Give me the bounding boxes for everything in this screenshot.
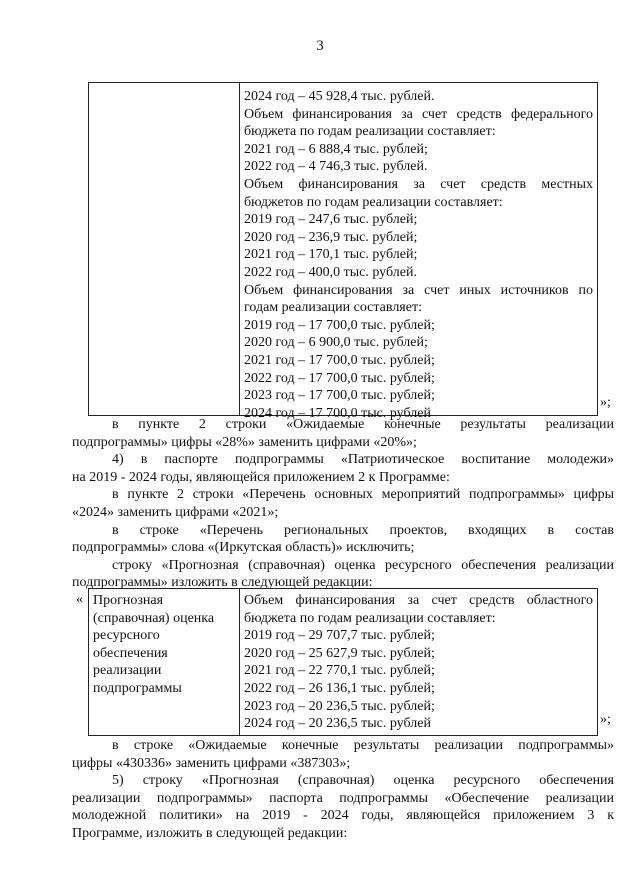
text-line: 2020 год – 236,9 тыс. рублей; [244,229,418,245]
table1-left-cell [89,83,240,415]
text-line: обеспечения [93,645,168,661]
paragraph-line: подпрограммы» слова «(Иркутская область)» исключить; [72,540,415,556]
paragraph-line: реализации подпрограммы» паспорта подпрограммы «Обеспечение реализации [72,790,614,806]
paragraph-line: строку «Прогнозная (справочная) оценка ресурсного обеспечения реализации [112,557,614,573]
text-line: 2019 год – 247,6 тыс. рублей; [244,212,418,228]
text-line: реализации [93,663,162,679]
text-line: 2022 год – 26 136,1 тыс. рублей; [244,680,435,696]
text-line: 2024 год – 17 700,0 тыс. рублей [244,405,431,421]
text-line: 2020 год – 25 627,9 тыс. рублей; [244,645,435,661]
text-line: 2021 год – 17 700,0 тыс. рублей; [244,352,435,368]
financing-table-1 [88,82,598,421]
text-line: Объем финансирования за счет средств местных [244,176,593,192]
table2-closing-quote: »; [600,712,611,727]
text-line: 2022 год – 4 746,3 тыс. рублей. [244,159,428,175]
text-line: бюджета по годам реализации составляет: [244,124,496,140]
paragraph-line: в пункте 2 строки «Перечень основных мероприятий подпрограммы» цифры [112,487,614,503]
text-line: 2021 год – 22 770,1 тыс. рублей; [244,663,435,679]
text-line: Прогнозная [93,593,164,608]
text-line: 2021 год – 170,1 тыс. рублей; [244,247,418,263]
text-line: 2024 год – 45 928,4 тыс. рублей. [244,89,435,104]
table2-row-label [93,592,237,698]
paragraph-line: в строке «Ожидаемые конечные результаты реализации подпрограммы» [112,738,614,753]
text-line: 2022 год – 17 700,0 тыс. рублей; [244,370,435,386]
amendment-paragraphs-a [72,416,614,592]
text-line: 2020 год – 6 900,0 тыс. рублей; [244,335,428,351]
text-line: Объем финансирования за счет средств областного [244,593,593,608]
text-line: бюджетов по годам реализации составляет: [244,194,503,210]
amendment-paragraphs-b [72,737,614,843]
paragraph-line: подпрограммы» цифры «28%» заменить цифрами «20%»; [72,434,417,450]
text-line: годам реализации составляет: [244,300,422,316]
text-line: (справочная) оценка [93,610,215,626]
text-line: бюджета по годам реализации составляет: [244,610,496,626]
text-line: 2019 год – 29 707,7 тыс. рублей; [244,628,435,644]
paragraph-line: на 2019 - 2024 годы, являющейся приложением 2 к Программе: [72,469,450,485]
paragraph-line: Программе, изложить в следующей редакции: [72,825,348,841]
page-number: 3 [316,38,324,54]
text-line: ресурсного [93,628,160,644]
text-line: 2024 год – 20 236,5 тыс. рублей [244,716,431,732]
text-line: 2022 год – 400,0 тыс. рублей. [244,264,417,280]
text-line: 2021 год – 6 888,4 тыс. рублей; [244,141,428,157]
paragraph-line: 5) строку «Прогнозная (справочная) оценка ресурсного обеспечения [112,773,614,789]
text-line: Объем финансирования за счет иных источников по [244,282,593,298]
paragraph-line: молодежной политики» на 2019 - 2024 годы, являющейся приложением 3 к [72,808,614,824]
table1-closing-quote: »; [600,395,611,410]
table2-opening-quote: « [76,592,83,607]
paragraph-line: подпрограммы» изложить в следующей редакции: [72,575,373,591]
table2-right-cell [244,592,593,733]
table1-right-cell [244,88,593,422]
text-line: 2023 год – 17 700,0 тыс. рублей; [244,388,435,404]
paragraph-line: в пункте 2 строки «Ожидаемые конечные результаты реализации [112,417,614,432]
text-line: 2019 год – 17 700,0 тыс. рублей; [244,317,435,333]
paragraph-line: «2024» заменить цифрами «2021»; [72,504,279,520]
paragraph-line: в строке «Перечень региональных проектов, входящих в состав [112,522,614,538]
text-line: Объем финансирования за счет средств федерального [244,106,593,122]
paragraph-line: цифры «430336» заменить цифрами «387303»; [72,755,351,771]
text-line: подпрограммы [93,680,182,696]
text-line: 2023 год – 20 236,5 тыс. рублей; [244,698,435,714]
paragraph-line: 4) в паспорте подпрограммы «Патриотическое воспитание молодежи» [112,452,614,468]
financing-table-2 [88,588,598,736]
